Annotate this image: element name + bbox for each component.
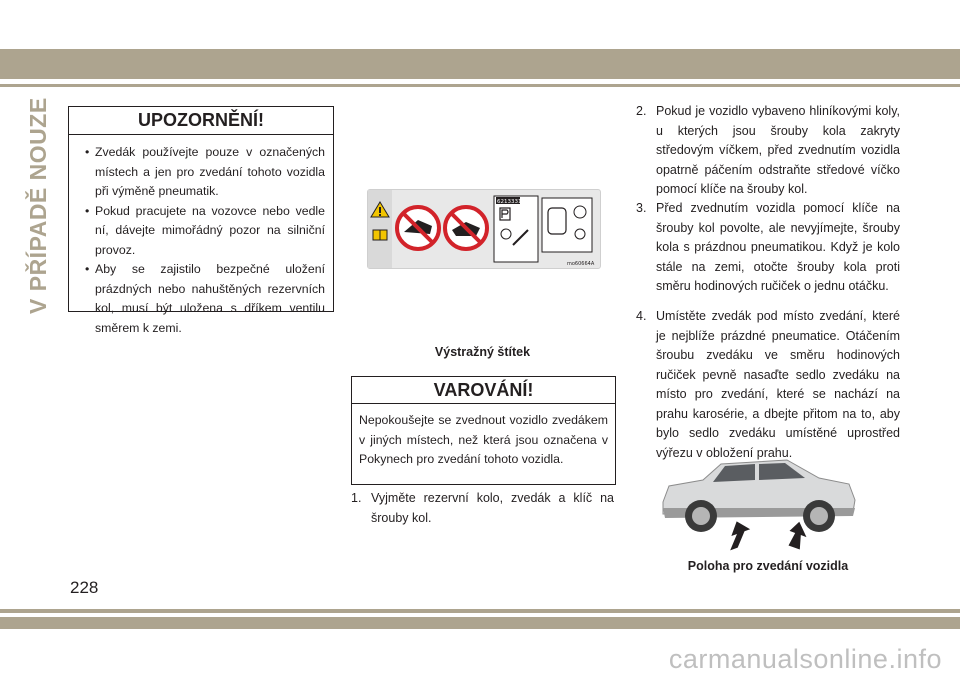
no-person-under-vehicle-icon bbox=[397, 207, 439, 249]
no-person-in-vehicle-icon bbox=[445, 207, 487, 249]
section-side-tab bbox=[25, 97, 51, 314]
vehicle-jacking-graphic bbox=[655, 452, 860, 562]
caution-item: • Pokud pracujete na vozovce nebo vedle ní, dávejte mimořádný pozor na silniční provoz. bbox=[77, 202, 325, 261]
svg-text:6213331: 6213331 bbox=[497, 199, 522, 205]
vehicle-jacking-image bbox=[655, 452, 860, 562]
section-side-tab-label: V PŘÍPADĚ NOUZE bbox=[25, 97, 51, 314]
step-text: Vyjměte rezervní kolo, zvedák a klíč na šrouby kol. bbox=[371, 491, 614, 525]
page-number: 228 bbox=[70, 578, 99, 597]
warning-box bbox=[351, 376, 616, 485]
header-stripe-line bbox=[0, 84, 960, 87]
caution-box bbox=[68, 106, 334, 335]
step-1 bbox=[351, 489, 614, 528]
suv-car-icon bbox=[663, 460, 855, 532]
step-4 bbox=[636, 307, 900, 463]
step-2 bbox=[636, 102, 900, 200]
warning-label-image bbox=[367, 189, 601, 269]
step-3 bbox=[636, 199, 900, 297]
step-number: 4. bbox=[636, 309, 647, 323]
caution-title: UPOZORNĚNÍ! bbox=[69, 107, 333, 135]
caution-item: • Zvedák používejte pouze v označených místech a jen pro zvedání tohoto vozidla při výměně pneumatik. bbox=[77, 143, 325, 202]
step-number: 2. bbox=[636, 104, 647, 118]
warning-text: Nepokoušejte se zvednout vozidlo zvedákem v jiných místech, než která jsou označena v Pokynech pro zvedání tohoto vozidla. bbox=[359, 413, 608, 466]
step-number: 1. bbox=[351, 491, 362, 505]
watermark-text: carmanualsonline.info bbox=[668, 644, 942, 674]
top-margin bbox=[0, 0, 960, 49]
footer-stripe bbox=[0, 617, 960, 629]
manual-book-icon bbox=[373, 230, 387, 240]
svg-text:mo60664A: mo60664A bbox=[567, 261, 595, 267]
caution-item: • Aby se zajistilo bezpečné uložení prázdných nebo nahuštěných rezervních kol, musí být uložena s dříkem ventilu směrem k zemi. bbox=[77, 260, 325, 338]
header-stripe bbox=[0, 49, 960, 79]
step-text: Před zvednutím vozidla pomocí klíče na šrouby kol povolte, ale nevyjímejte, šrouby kola s prázdnou pneumatikou. Když je kolo stále na zemi, otočte šrouby kola proti směru hodinových ručiček o jednu otáčku. bbox=[656, 201, 900, 293]
tire-change-instructions-icon bbox=[494, 196, 595, 267]
step-text: Umístěte zvedák pod místo zvedání, které je nejblíže prázdné pneumatice. Otáčením šroubu zvedáku ve směru hodinových ručiček pevně nasaďte sedlo zvedáku na místo pro zvedání, které se nachází na prahu karosérie, a dbejte přitom na to, aby bylo sedlo zvedáku umístěné uprostřed výřezu v obložení prahu. bbox=[656, 309, 900, 460]
caution-list bbox=[69, 135, 333, 338]
front-jack-point-arrow-icon bbox=[722, 518, 755, 550]
footer-stripe-line bbox=[0, 609, 960, 613]
step-number: 3. bbox=[636, 201, 647, 215]
warning-label-graphic bbox=[368, 190, 600, 268]
step-text: Pokud je vozidlo vybaveno hliníkovými koly, u kterých jsou šrouby kola zakryty středovým víčkem, před zvednutím vozidla opatrně páčením odstraňte středové víčko pomocí klíče na šrouby kol. bbox=[656, 104, 900, 196]
warning-title: VAROVÁNÍ! bbox=[352, 377, 615, 404]
warning-label-caption: Výstražný štítek bbox=[434, 345, 531, 359]
vehicle-jacking-caption: Poloha pro zvedání vozidla bbox=[687, 559, 849, 573]
